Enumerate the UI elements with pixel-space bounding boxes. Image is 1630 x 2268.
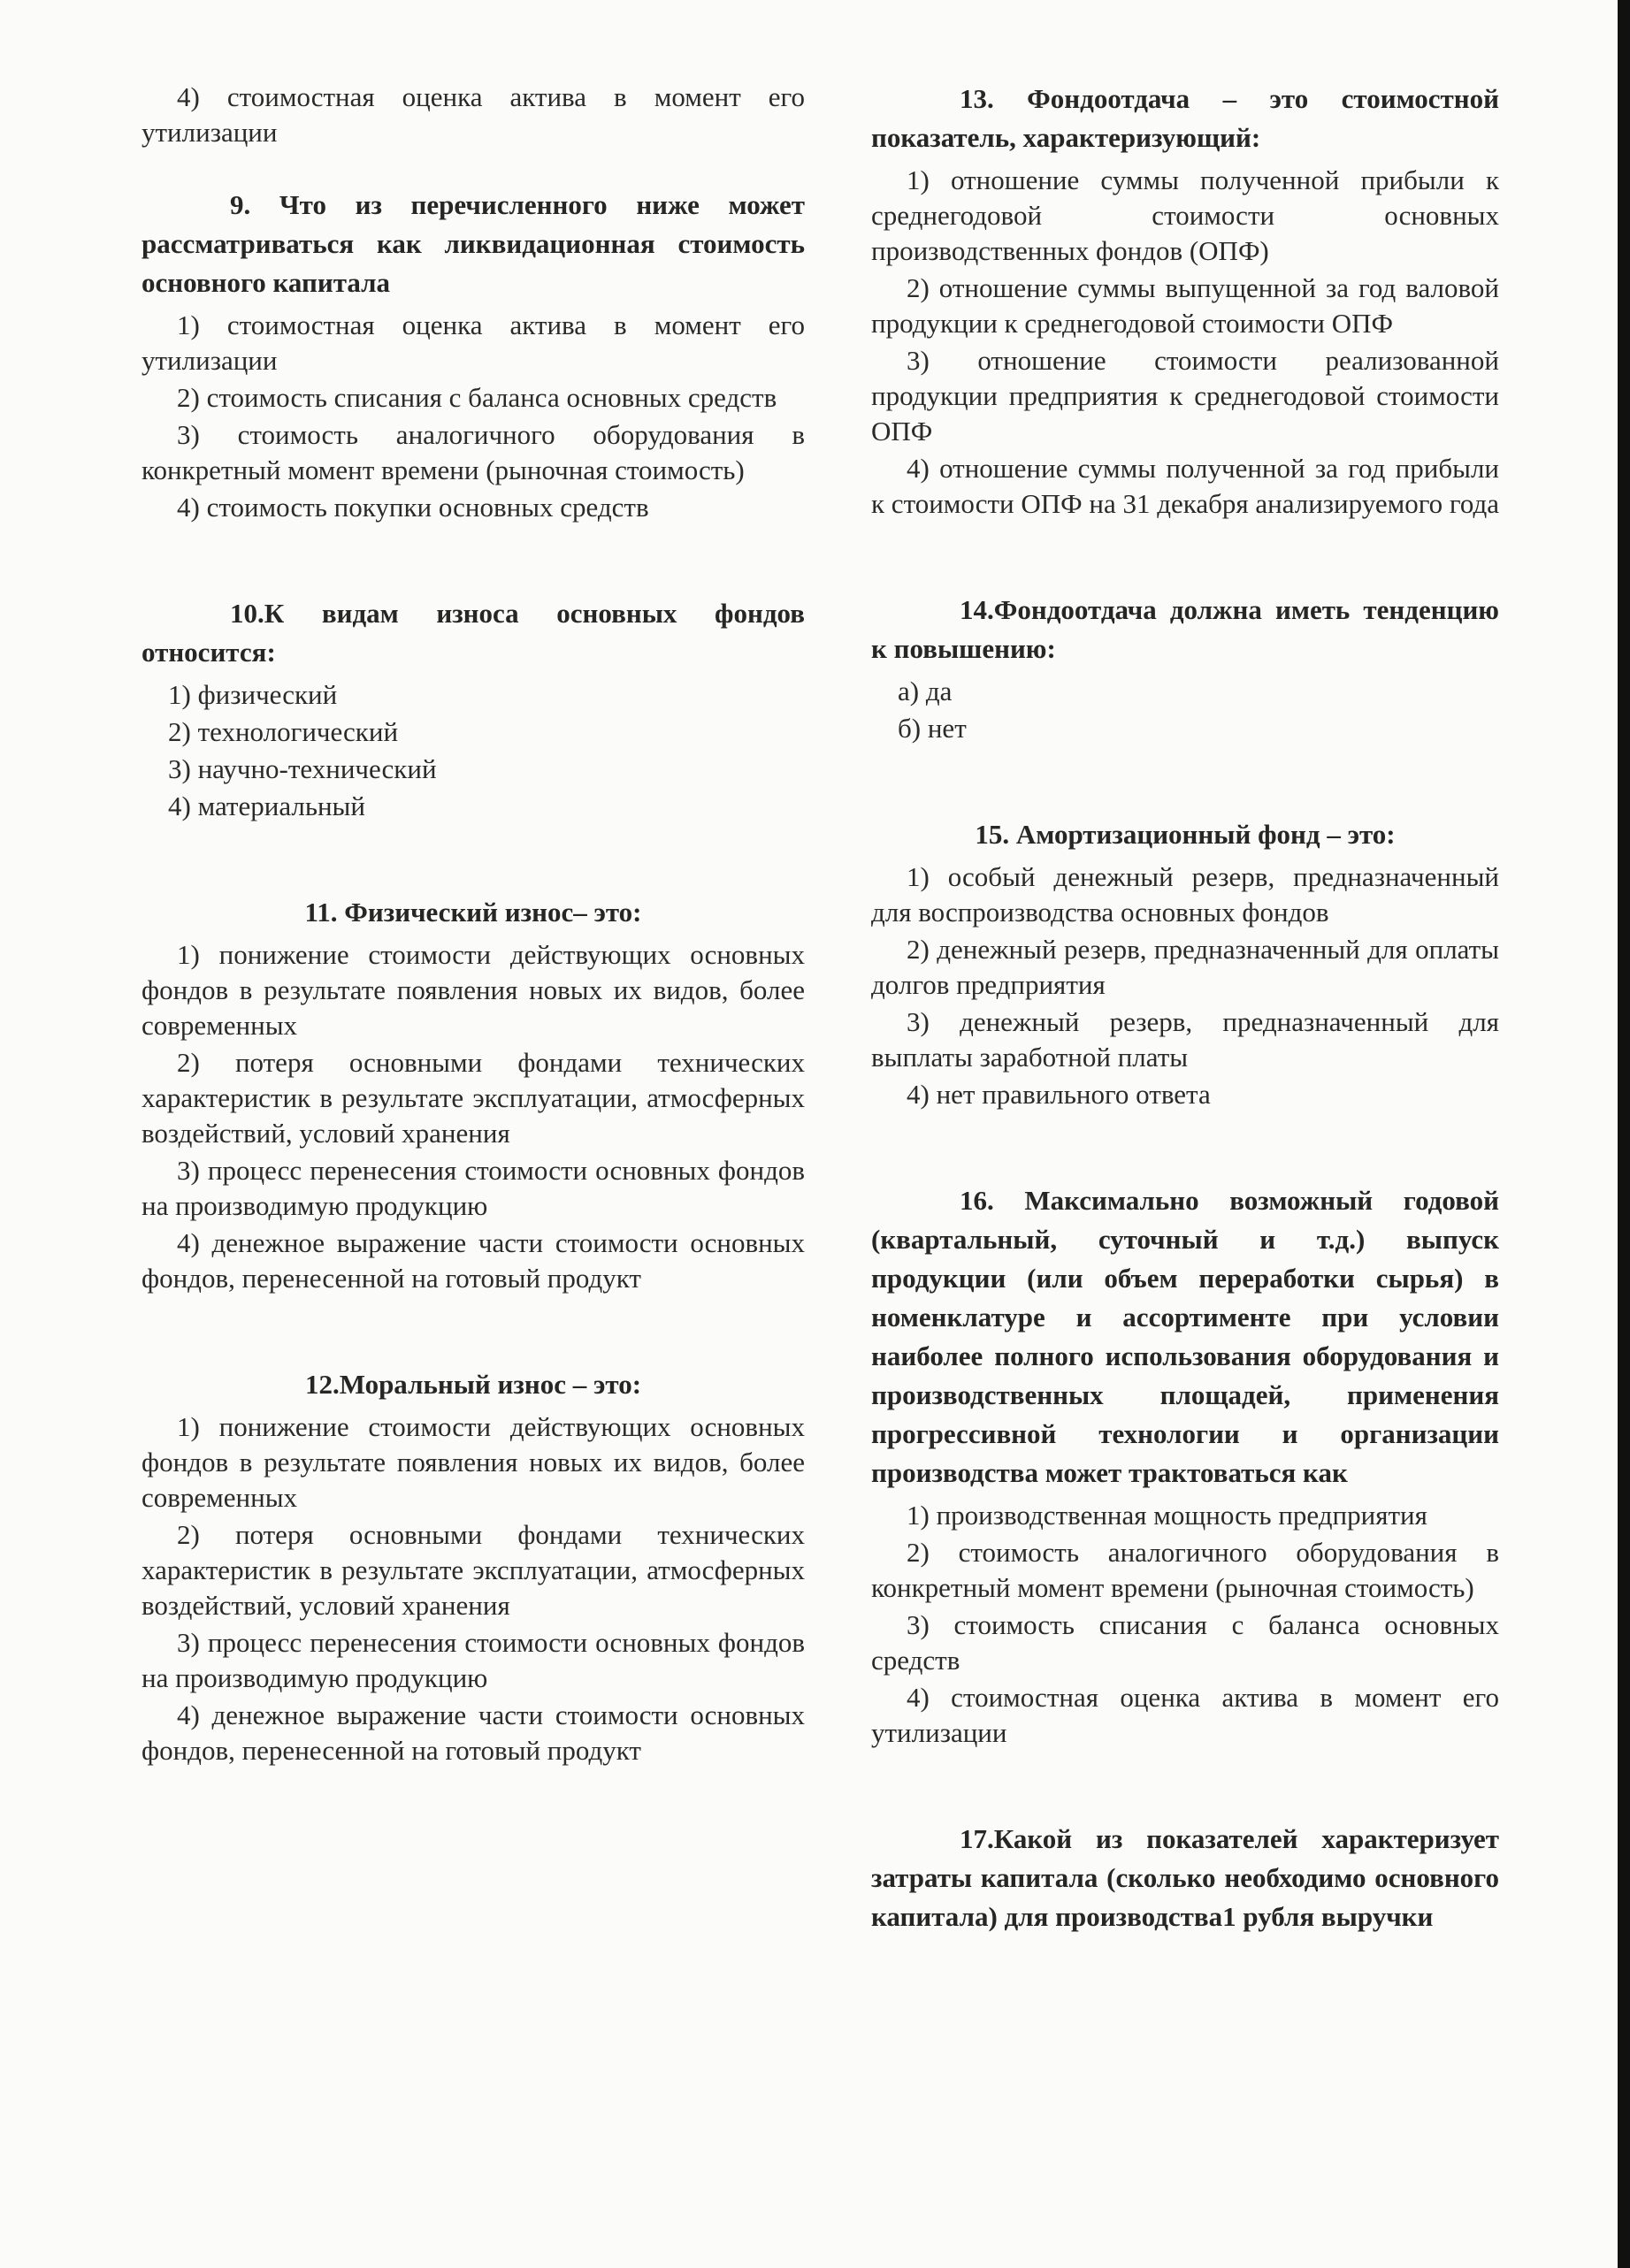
option: а) да — [898, 676, 953, 706]
option: 1) особый денежный резерв, предназначенный для воспроизводства основных фондов — [871, 861, 1499, 928]
option: 2) денежный резерв, предназначенный для оплаты долгов предприятия — [871, 934, 1499, 1000]
question-17 — [871, 1820, 1499, 1936]
option: 4) нет правильного ответа — [907, 1079, 1211, 1110]
option: 4) денежное выражение части стоимости основных фондов, перенесенной на готовый продукт — [142, 1699, 805, 1766]
question-title: 16. Максимально возможный годовой (квартальный, суточный и т.д.) выпуск продукции (или объем переработки сырья) в номенклатуре и ассортименте при условии наиболее полного использования оборудования и производственных площадей, применения прогрессивной технологии и организации производства может трактоваться как — [871, 1185, 1499, 1488]
option: 1) производственная мощность предприятия — [907, 1500, 1427, 1531]
option: 1) понижение стоимости действующих основных фондов в результате появления новых их видов, более современных — [142, 939, 805, 1041]
option: 3) стоимость аналогичного оборудования в конкретный момент времени (рыночная стоимость) — [142, 419, 805, 485]
option: 1) стоимостная оценка актива в момент его утилизации — [142, 309, 805, 376]
option: 2) отношение суммы выпущенной за год валовой продукции к среднегодовой стоимости ОПФ — [871, 272, 1499, 339]
option: 4) стоимость покупки основных средств — [177, 492, 649, 523]
option: 2) стоимость аналогичного оборудования в конкретный момент времени (рыночная стоимость) — [871, 1537, 1499, 1603]
option: 2) технологический — [168, 716, 399, 747]
option: 3) денежный резерв, предназначенный для выплаты заработной платы — [871, 1006, 1499, 1073]
question-12 — [142, 1365, 805, 1768]
option: 3) отношение стоимости реализованной продукции предприятия к среднегодовой стоимости ОПФ — [871, 345, 1499, 447]
question-15 — [871, 815, 1499, 1112]
question-title: 15. Амортизационный фонд – это: — [975, 819, 1396, 850]
question-title: 14.Фондоотдача должна иметь тенденцию к повышению: — [871, 594, 1499, 664]
question-16 — [871, 1181, 1499, 1751]
question-14 — [871, 591, 1499, 746]
question-13 — [871, 80, 1499, 522]
option: 2) потеря основными фондами технических характеристик в результате эксплуатации, атмосферных воздействий, условий хранения — [142, 1047, 805, 1149]
option: 3) процесс перенесения стоимости основных фондов на производимую продукцию — [142, 1627, 805, 1693]
option: 1) понижение стоимости действующих основных фондов в результате появления новых их видов, более современных — [142, 1411, 805, 1513]
question-10 — [142, 594, 805, 824]
question-title: 17.Какой из показателей характеризует затраты капитала (сколько необходимо основного капитала) для производства1 рубля выручки — [871, 1823, 1499, 1932]
right-column — [871, 80, 1499, 2005]
option: 1) отношение суммы полученной прибыли к среднегодовой стоимости основных производственных фондов (ОПФ) — [871, 164, 1499, 266]
option: 4) денежное выражение части стоимости основных фондов, перенесенной на готовый продукт — [142, 1227, 805, 1294]
option: б) нет — [898, 713, 967, 744]
option: 3) процесс перенесения стоимости основных фондов на производимую продукцию — [142, 1155, 805, 1221]
option: 4) стоимостная оценка актива в момент его утилизации — [871, 1682, 1499, 1748]
page-edge — [1618, 0, 1630, 2268]
option: 2) потеря основными фондами технических характеристик в результате эксплуатации, атмосферных воздействий, условий хранения — [142, 1519, 805, 1621]
option: 1) физический — [168, 679, 338, 710]
option: 4) материальный — [168, 790, 365, 821]
left-column — [142, 80, 805, 1837]
question-title: 9. Что из перечисленного ниже может рассматриваться как ликвидационная стоимость основного капитала — [142, 189, 805, 298]
option: 3) научно-технический — [168, 753, 437, 784]
option: 4) отношение суммы полученной за год прибыли к стоимости ОПФ на 31 декабря анализируемого года — [871, 453, 1499, 519]
question-title: 12.Моральный износ – это: — [304, 1369, 642, 1400]
continuation-block — [142, 80, 805, 150]
option: 4) стоимостная оценка актива в момент его утилизации — [142, 81, 805, 148]
question-11 — [142, 893, 805, 1296]
question-9 — [142, 186, 805, 525]
question-title: 11. Физический износ– это: — [304, 897, 642, 928]
option: 3) стоимость списания с баланса основных средств — [871, 1609, 1499, 1676]
question-title: 13. Фондоотдача – это стоимостной показатель, характеризующий: — [871, 83, 1499, 153]
option: 2) стоимость списания с баланса основных средств — [177, 382, 777, 413]
question-title: 10.К видам износа основных фондов относится: — [142, 598, 805, 668]
